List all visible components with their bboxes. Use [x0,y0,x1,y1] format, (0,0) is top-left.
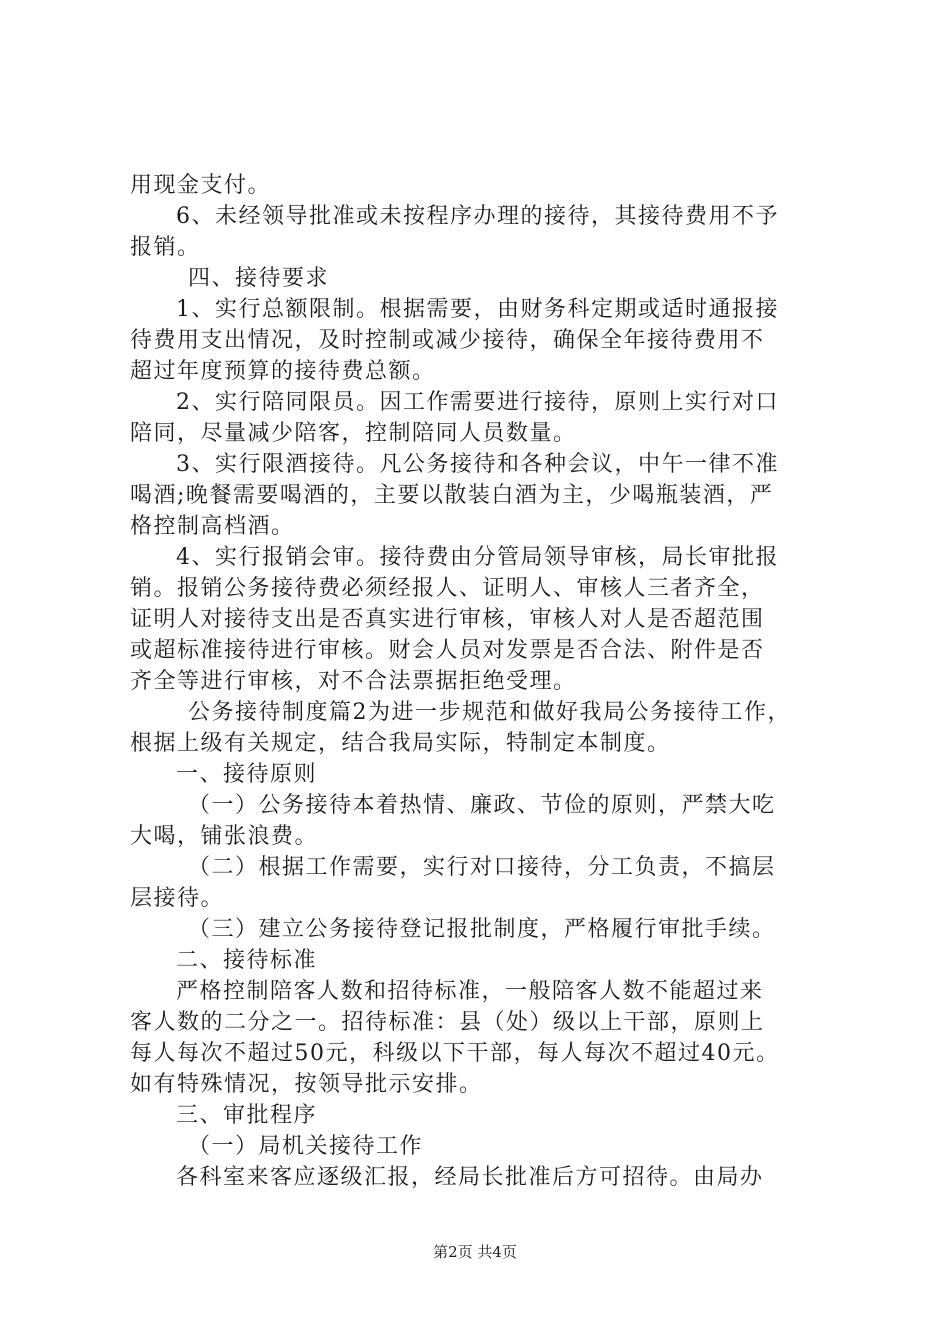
text-line: 格控制高档酒。 [130,514,295,539]
text-line: 客人数的二分之一。招待标准：县（处）级以上干部，原则上 [130,1010,765,1035]
text-line: 齐全等进行审核，对不合法票据拒绝受理。 [130,669,577,694]
text-line: 大喝，铺张浪费。 [130,824,319,849]
text-line: （二）根据工作需要，实行对口接待，分工负责，不搞层 [188,855,776,880]
text-line: 陪同，尽量减少陪客，控制陪同人员数量。 [130,421,577,446]
text-line: 销。报销公务接待费必须经报人、证明人、审核人三者齐全， [130,576,765,601]
document-body [130,170,830,1193]
text-line: 用现金支付。 [130,173,272,198]
text-line: 1、实行总额限制。根据需要，由财务科定期或适时通报接 [176,297,779,322]
text-line: 报销。 [130,235,201,260]
section-heading: 三、审批程序 [176,1103,318,1128]
section-heading: 二、接待标准 [176,948,318,973]
text-line: 如有特殊情况，按领导批示安排。 [130,1072,483,1097]
text-line: 层接待。 [130,886,225,911]
text-line: 各科室来客应逐级汇报，经局长批准后方可招待。由局办 [176,1165,764,1190]
text-line: 超过年度预算的接待费总额。 [130,359,436,384]
text-line: （一）局机关接待工作 [188,1134,424,1159]
section-heading: 一、接待原则 [176,762,318,787]
text-line: （三）建立公务接待登记报批制度，严格履行审批手续。 [188,917,776,942]
text-line: 公务接待制度篇2为进一步规范和做好我局公务接待工作， [188,700,791,725]
text-line: 严格控制陪客人数和招待标准，一般陪客人数不能超过来 [176,979,764,1004]
section-heading: 四、接待要求 [188,266,330,291]
text-line: 3、实行限酒接待。凡公务接待和各种会议，中午一律不准 [176,452,779,477]
text-line: 6、未经领导批准或未按程序办理的接待，其接待费用不予 [176,204,779,229]
text-line: 待费用支出情况，及时控制或减少接待，确保全年接待费用不 [130,328,765,353]
text-line: 喝酒;晚餐需要喝酒的，主要以散装白酒为主，少喝瓶装酒，严 [130,483,774,508]
text-line: 或超标准接待进行审核。财会人员对发票是否合法、附件是否 [130,638,765,663]
text-line: 证明人对接待支出是否真实进行审核，审核人对人是否超范围 [130,607,765,632]
text-line: 4、实行报销会审。接待费由分管局领导审核，局长审批报 [176,545,779,570]
text-line: （一）公务接待本着热情、廉政、节俭的原则，严禁大吃 [188,793,776,818]
text-line: 每人每次不超过50元，科级以下干部，每人每次不超过40元。 [130,1041,780,1066]
page-footer: 第2页 共4页 [433,1243,517,1261]
text-line: 根据上级有关规定，结合我局实际，特制定本制度。 [130,731,671,756]
text-line: 2、实行陪同限员。因工作需要进行接待，原则上实行对口 [176,390,779,415]
